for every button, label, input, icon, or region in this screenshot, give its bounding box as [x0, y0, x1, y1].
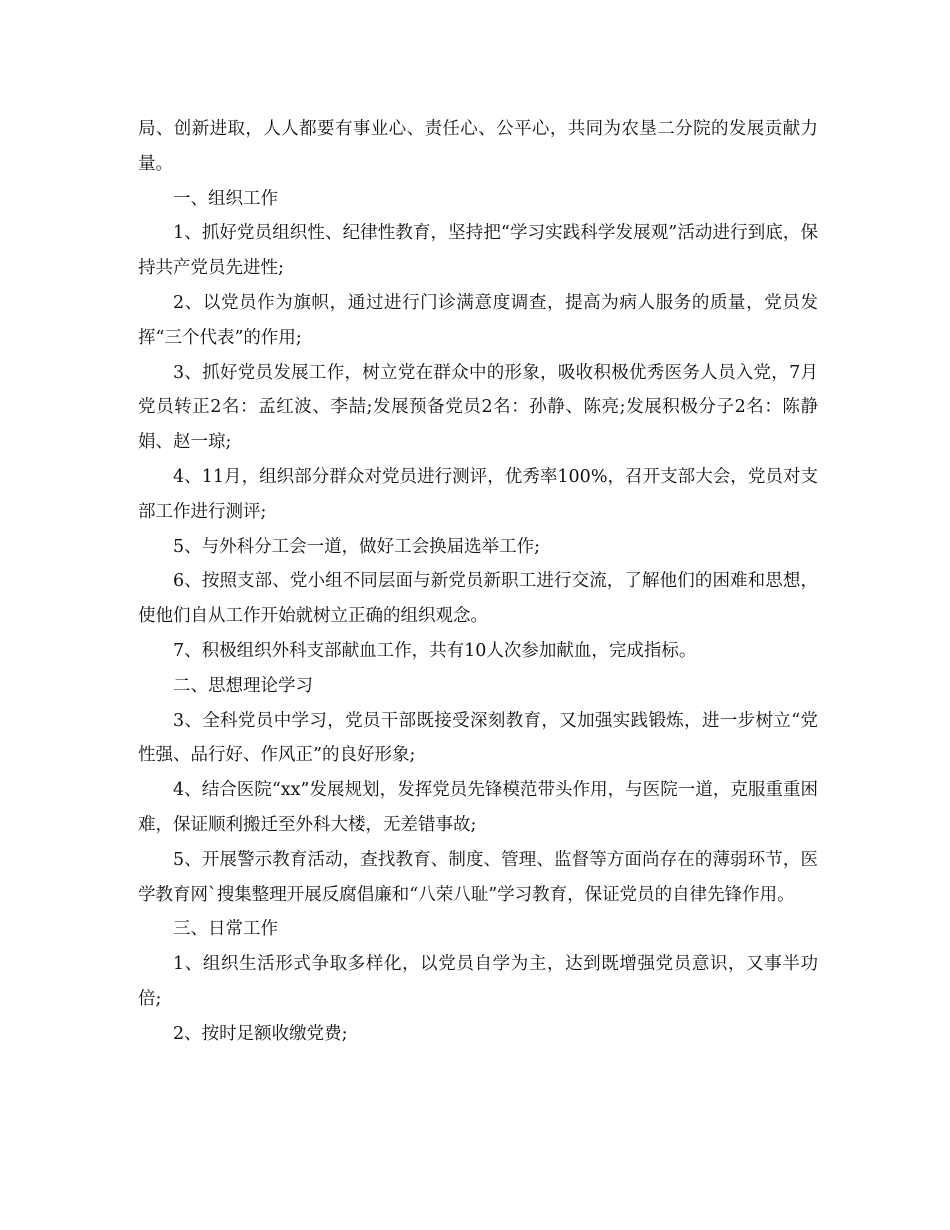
list-item: 3、抓好党员发展工作，树立党在群众中的形象，吸收积极优秀医务人员入党，7月党员转正2名：孟红波、李喆;发展预备党员2名：孙静、陈亮;发展积极分子2名：陈静娟、赵一琼; [138, 362, 818, 453]
section-heading-organization: 一、组织工作 [173, 188, 278, 209]
list-item: 2、以党员作为旗帜，通过进行门诊满意度调查，提高为病人服务的质量，党员发挥“三个代表”的作用; [138, 292, 818, 348]
list-item: 6、按照支部、党小组不同层面与新党员新职工进行交流，了解他们的困难和思想，使他们自从工作开始就树立正确的组织观念。 [138, 571, 818, 627]
list-item: 2、按时足额收缴党费; [173, 1023, 348, 1044]
list-item: 5、与外科分工会一道，做好工会换届选举工作; [173, 536, 541, 557]
list-item: 1、组织生活形式争取多样化，以党员自学为主，达到既增强党员意识，又事半功倍; [138, 954, 818, 1009]
section-heading-daily-work: 三、日常工作 [173, 919, 278, 940]
section-heading-theory-study: 二、思想理论学习 [173, 675, 313, 696]
list-item: 7、积极组织外科支部献血工作，共有10人次参加献血，完成指标。 [173, 640, 697, 661]
paragraph-continuation: 局、创新进取，人人都要有事业心、责任心、公平心，共同为农垦二分院的发展贡献力量。 [138, 119, 818, 174]
list-item: 4、11月，组织部分群众对党员进行测评，优秀率100%，召开支部大会，党员对支部工作进行测评; [138, 466, 818, 522]
list-item: 3、全科党员中学习，党员干部既接受深刻教育，又加强实践锻炼，进一步树立“党性强、品行好、作风正”的良好形象; [138, 710, 818, 766]
list-item: 1、抓好党员组织性、纪律性教育，坚持把“学习实践科学发展观”活动进行到底，保持共产党员先进性; [138, 223, 818, 279]
list-item: 4、结合医院“xx”发展规划，发挥党员先锋模范带头作用，与医院一道，克服重重困难，保证顺利搬迁至外科大楼，无差错事故; [138, 780, 818, 835]
list-item: 5、开展警示教育活动，查找教育、制度、管理、监督等方面尚存在的薄弱环节，医学教育网`搜集整理开展反腐倡廉和“八荣八耻”学习教育，保证党员的自律先锋作用。 [138, 849, 818, 905]
